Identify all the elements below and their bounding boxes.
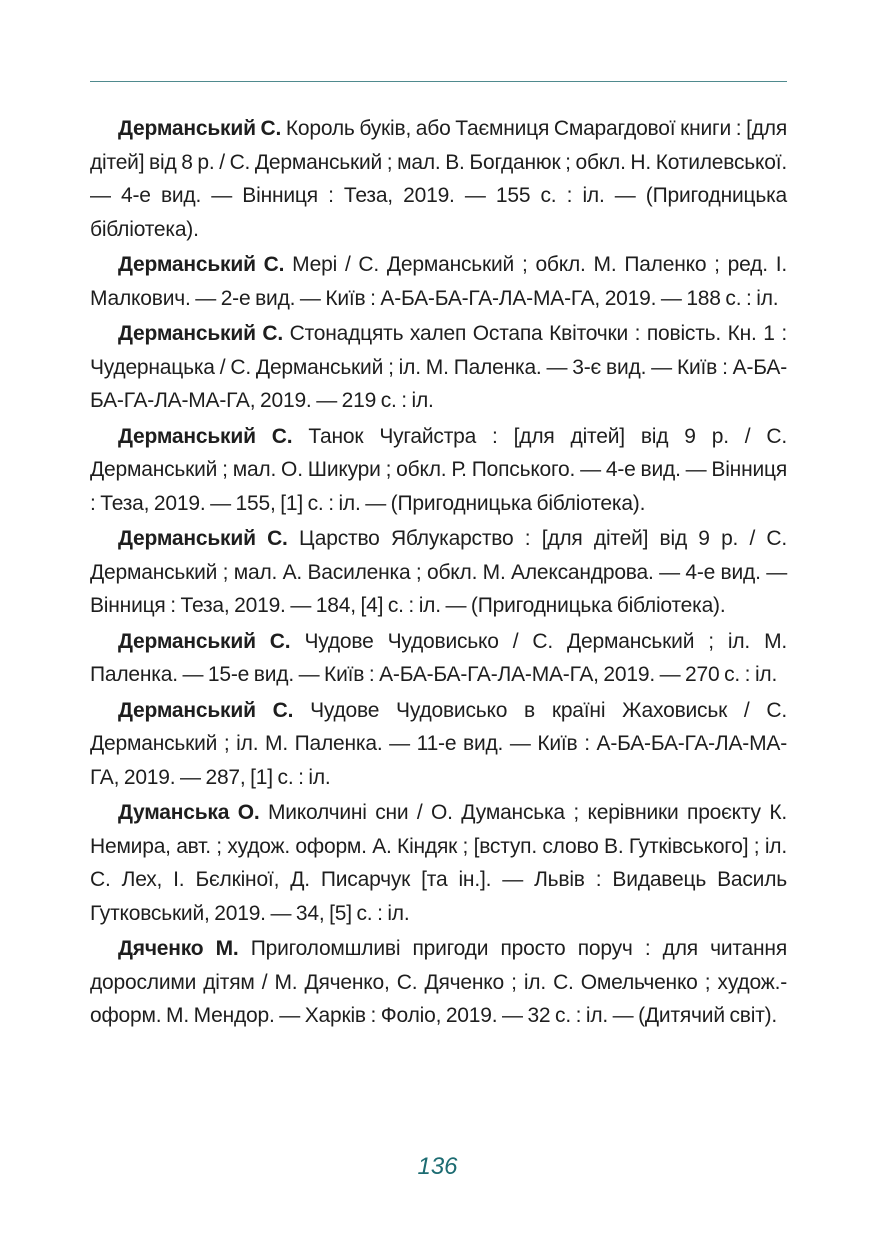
entry-author: Дерманський С. <box>118 698 294 722</box>
entry-text: Чудове Чудовисько / С. Дерманський ; іл. М. Паленка. — 15-е вид. — Київ : А-БА-БА-ГА-ЛА-МА-ГА, 2019. — 270 с. : іл. <box>90 629 787 686</box>
entry-text: Миколчині сни / О. Думанська ; керівники проєкту К. Немира, авт. ; худож. оформ. А. Кіндяк ; [вступ. слово В. Гутківського] ; іл. С. Лех, І. Бєлкіної, Д. Писарчук [та ін.]. — Львів : Видавець Василь Гутковський, 2019. — 34, [5] с. : іл. <box>90 801 787 925</box>
entry-author: Дяченко М. <box>118 937 239 960</box>
page-number: 136 <box>417 1153 458 1180</box>
entry-text: Стонадцять халеп Остапа Квіточки : повість. Кн. 1 : Чудернацька / С. Дерманський ; іл. М. Паленка. — 3-є вид. — Київ : А-БА-БА-ГА-ЛА-МА-ГА, 2019. — 219 с. : іл. <box>90 322 787 412</box>
entry-text: Приголомшливі пригоди просто поруч : для читання дорослими дітям / М. Дяченко, С. Дяченко ; іл. С. Омельченко ; худож.-оформ. М. Мендор. — Харків : Фоліо, 2019. — 32 с. : іл. — (Дитячий світ). <box>90 937 787 1027</box>
bibliography-entry <box>90 694 787 795</box>
bibliography-list <box>90 112 787 1035</box>
entry-author: Дерманський С. <box>118 322 283 345</box>
entry-text: Царство Яблукарство : [для дітей] від 9 р. / С. Дерманський ; мал. А. Василенка ; обкл. М. Александрова. — 4-е вид. — Вінниця : Теза, 2019. — 184, [4] с. : іл. — (Пригодницька бібліотека). <box>90 527 787 617</box>
entry-text: Король буків, або Таємниця Смарагдової книги : [для дітей] від 8 р. / С. Дерманський ; мал. В. Богданюк ; обкл. Н. Котилевської. — 4-е вид. — Вінниця : Теза, 2019. — 155 с. : іл. — (Пригодницька бібліотека). <box>90 117 788 241</box>
entry-author: Дерманський С. <box>118 117 282 140</box>
entry-text: Танок Чугайстра : [для дітей] від 9 р. / С. Дерманський ; мал. О. Шикури ; обкл. Р. Попського. — 4-е вид. — Вінниця : Теза, 2019. — 155, [1] с. : іл. — (Пригодницька бібліотека). <box>90 424 787 515</box>
entry-text: Мері / С. Дерманський ; обкл. М. Паленко ; ред. І. Малкович. — 2-е вид. — Київ : А-БА-БА-ГА-ЛА-МА-ГА, 2019. — 188 с. : іл. <box>90 253 787 310</box>
bibliography-entry <box>90 317 787 418</box>
entry-author: Дерманський С. <box>118 527 288 550</box>
bibliography-entry <box>90 112 787 246</box>
entry-text: Чудове Чудовисько в країні Жаховиськ / С. Дерманський ; іл. М. Паленка. — 11-е вид. — Київ : А-БА-БА-ГА-ЛА-МА-ГА, 2019. — 287, [1] с. : іл. <box>90 698 787 789</box>
entry-author: Думанська О. <box>118 801 260 824</box>
bibliography-entry <box>90 932 787 1033</box>
entry-author: Дерманський С. <box>118 253 285 276</box>
bibliography-entry <box>90 420 787 521</box>
bibliography-entry <box>90 248 787 315</box>
bibliography-entry <box>90 796 787 930</box>
bibliography-entry <box>90 522 787 623</box>
entry-author: Дерманський С. <box>118 629 291 653</box>
bibliography-entry <box>90 625 787 692</box>
header-rule <box>90 81 787 82</box>
entry-author: Дерманський С. <box>118 424 293 448</box>
